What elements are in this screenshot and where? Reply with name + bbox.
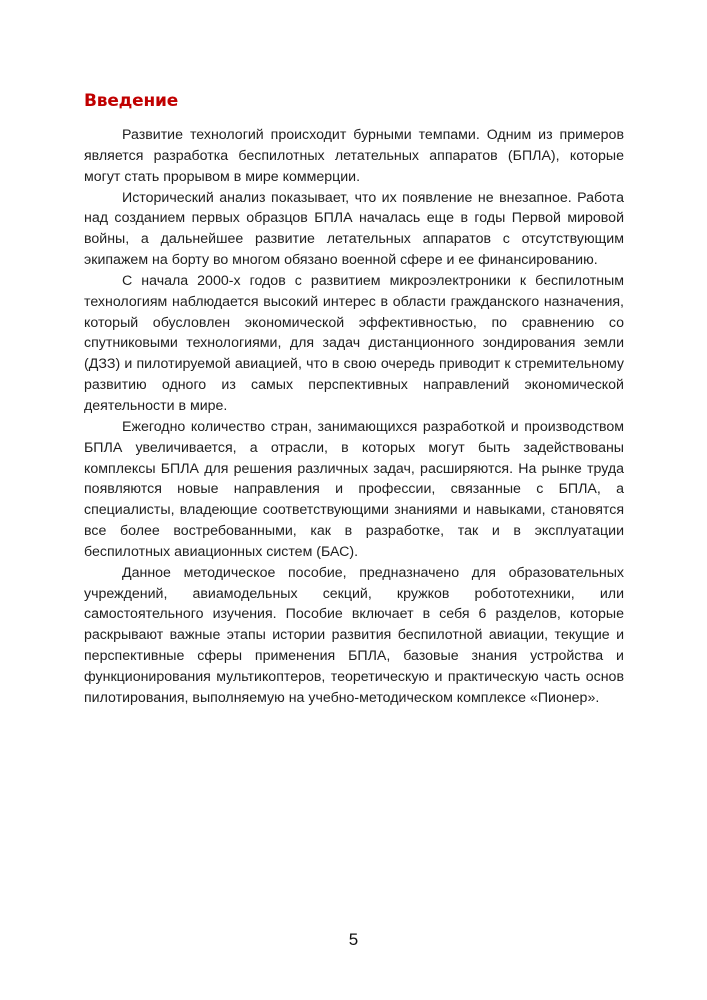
paragraph-4: Ежегодно количество стран, занимающихся разработкой и производством БПЛА увеличивается, а отрасли, в которых могут быть задействованы комплексы БПЛА для решения различных задач, расширяются. На рынке труда появляются новые направления и профессии, связанные с БПЛА, а специалисты, владеющие соответствующими знаниями и навыками, становятся все более востребованными, как в разработке, так и в эксплуатации беспилотных авиационных систем (БАС). — [84, 418, 624, 560]
page-number: 5 — [348, 930, 359, 949]
section-heading: Введение — [84, 91, 179, 111]
paragraph-1: Развитие технологий происходит бурными темпами. Одним из примеров является разработка беспилотных летательных аппаратов (БПЛА), которые могут стать прорывом в мире коммерции. — [84, 127, 624, 185]
paragraph-3: С начала 2000-х годов с развитием микроэлектроники к беспилотным технологиям наблюдается высокий интерес в области гражданского назначения, который обусловлен экономической эффективностью, по сравнению со спутниковыми технологиями, для задач дистанционного зондирования земли (ДЗЗ) и пилотируемой авиацией, что в свою очередь приводит к стремительному развитию одного из самых перспективных направлений экономической деятельности в мире. — [84, 272, 624, 414]
body-text — [84, 125, 624, 709]
paragraph-2: Исторический анализ показывает, что их появление не внезапное. Работа над созданием первых образцов БПЛА началась еще в годы Первой мировой войны, а дальнейшее развитие летательных аппаратов с отсутствующим экипажем на борту во многом обязано военной сфере и ее финансированию. — [84, 189, 624, 269]
paragraph-5: Данное методическое пособие, предназначено для образовательных учреждений, авиамодельных секций, кружков робототехники, или самостоятельного изучения. Пособие включает в себя 6 разделов, которые раскрывают важные этапы истории развития беспилотной авиации, текущие и перспективные сферы применения БПЛА, базовые знания устройства и функционирования мультикоптеров, теоретическую и практическую часть основ пилотирования, выполняемую на учебно-методическом комплексе «Пионер». — [84, 564, 624, 706]
